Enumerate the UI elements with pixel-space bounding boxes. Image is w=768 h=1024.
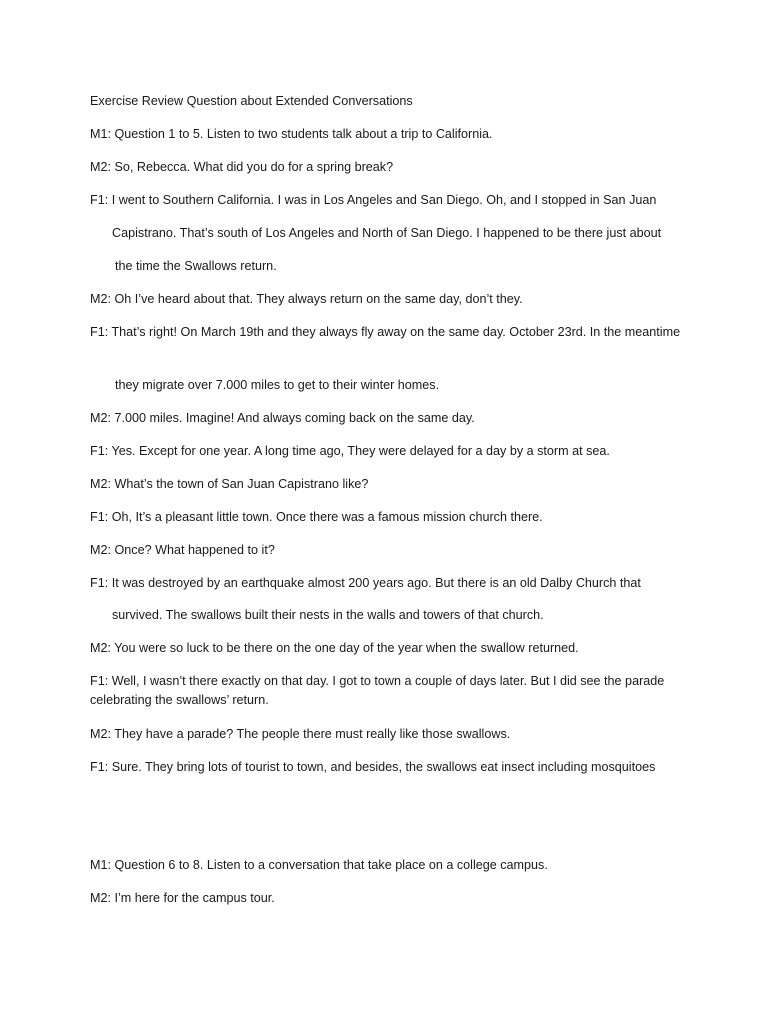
dialogue-line: M1: Question 6 to 8. Listen to a conversation that take place on a college campus. [90,858,548,872]
dialogue-line: F1: Yes. Except for one year. A long time ago, They were delayed for a day by a storm at sea. [90,444,610,458]
dialogue-continuation: the time the Swallows return. [115,259,277,273]
dialogue-line: M1: Question 1 to 5. Listen to two students talk about a trip to California. [90,127,493,141]
dialogue-line: F1: That’s right! On March 19th and they always fly away on the same day. October 23rd. In the meantime [90,325,681,339]
dialogue-line: M2: What’s the town of San Juan Capistrano like? [90,477,369,491]
dialogue-line: F1: Well, I wasn’t there exactly on that day. I got to town a couple of days later. But I did see the parade celebrating the swallows’ return. [90,674,665,707]
dialogue-continuation: Capistrano. That’s south of Los Angeles and North of San Diego. I happened to be there just about [112,226,662,240]
dialogue-line: M2: Oh I’ve heard about that. They always return on the same day, don’t they. [90,292,523,306]
dialogue-line: M2: So, Rebecca. What did you do for a spring break? [90,160,394,174]
dialogue-line: F1: Sure. They bring lots of tourist to town, and besides, the swallows eat insect including mosquitoes [90,760,656,774]
dialogue-line: M2: Once? What happened to it? [90,543,275,557]
dialogue-line: F1: Oh, It’s a pleasant little town. Once there was a famous mission church there. [90,510,543,524]
dialogue-line: M2: They have a parade? The people there must really like those swallows. [90,727,511,741]
dialogue-line: M2: 7.000 miles. Imagine! And always coming back on the same day. [90,411,475,425]
dialogue-line: M2: I’m here for the campus tour. [90,891,275,905]
document-title: Exercise Review Question about Extended Conversations [90,94,413,108]
dialogue-continuation: they migrate over 7.000 miles to get to their winter homes. [115,378,440,392]
dialogue-continuation: survived. The swallows built their nests in the walls and towers of that church. [112,608,544,622]
dialogue-line: F1: I went to Southern California. I was in Los Angeles and San Diego. Oh, and I stopped in San Juan [90,193,657,207]
dialogue-line: M2: You were so luck to be there on the one day of the year when the swallow returned. [90,641,579,655]
dialogue-line: F1: It was destroyed by an earthquake almost 200 years ago. But there is an old Dalby Church that [90,576,641,590]
